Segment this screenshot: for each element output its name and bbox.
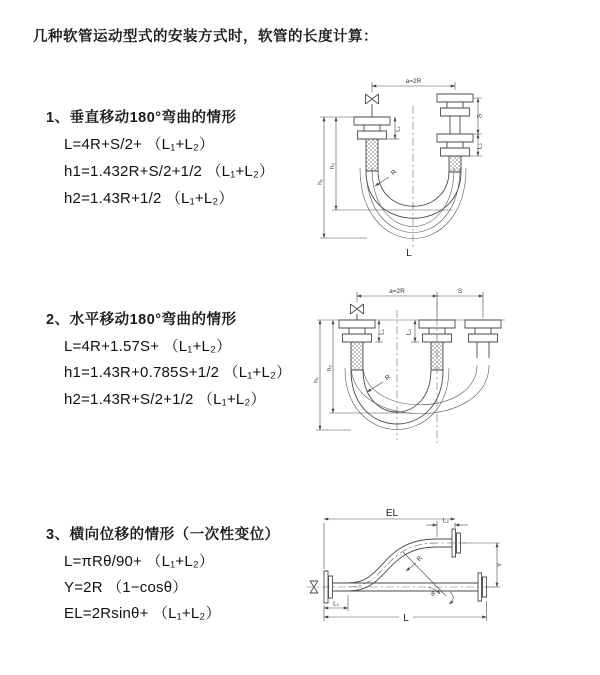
page-title: 几种软管运动型式的安装方式时，软管的长度计算： <box>33 29 378 45</box>
dim-label-l1: L₁ <box>378 329 386 335</box>
dim-label-s: S <box>457 288 463 295</box>
section-2-heading: 2、水平移动180°弯曲的情形 <box>46 312 237 328</box>
dim-label-theta: θ <box>431 591 435 598</box>
dim-l <box>324 601 487 624</box>
dim-label-h1: h₁ <box>317 179 324 185</box>
dim-label-h2: h₂ <box>326 364 333 372</box>
left-fitting <box>354 117 390 171</box>
section-3-formula-L: L=πRθ/90+ （L₁+L₂） <box>64 553 215 570</box>
dim-l2 <box>406 320 420 342</box>
section-2-formula-L: L=4R+1.57S+ （L₁+L₂） <box>64 338 232 355</box>
left-fitting <box>339 320 375 370</box>
dim-label-L: L <box>403 613 409 624</box>
dim-label-L: L <box>406 248 412 259</box>
section-1-formula-h2: h2=1.43R+1/2 （L₁+L₂） <box>64 190 234 207</box>
dim-label-l2: L₂ <box>476 142 484 150</box>
dim-l2 <box>426 518 468 538</box>
section-1-formula-L: L=4R+S/2+ （L₁+L₂） <box>64 136 215 153</box>
dim-label-el: EL <box>385 508 399 519</box>
dim-label-l2: L₂ <box>405 328 413 336</box>
dim-label-r: R <box>383 373 393 383</box>
dim-label-a2r: a=2R <box>389 288 405 295</box>
radius-callout <box>406 555 424 571</box>
angle-theta <box>403 552 453 604</box>
dim-a2r <box>372 78 455 92</box>
right-fitting <box>437 94 473 172</box>
dim-label-r: R <box>389 168 399 178</box>
dim-label-r: R <box>415 554 425 564</box>
dim-label-h1: h₁ <box>313 377 320 383</box>
radius-callout <box>367 373 392 392</box>
section-2-formula-h2: h2=1.43R+S/2+1/2 （L₁+L₂） <box>64 391 266 408</box>
dim-label-l1: L₁ <box>394 126 402 132</box>
hose-u-bends <box>345 365 489 430</box>
valve-icon <box>351 304 364 320</box>
diagram-horizontal-180-bend <box>315 280 600 455</box>
dim-y <box>461 543 504 587</box>
section-1-formula-h1: h1=1.432R+S/2+1/2 （L₁+L₂） <box>64 163 275 180</box>
dim-label-l2: L₂ <box>442 517 450 525</box>
section-1-heading: 1、垂直移动180°弯曲的情形 <box>46 110 237 126</box>
right-fitting <box>465 320 501 358</box>
dim-label-s: S <box>476 113 484 119</box>
dim-l1 <box>375 320 386 342</box>
valve-icon <box>366 94 379 117</box>
section-3-heading: 3、横向位移的情形（一次性变位） <box>46 527 280 543</box>
dim-el <box>324 508 455 569</box>
diagram-lateral-displacement <box>300 495 600 675</box>
dim-label-y: Y <box>496 562 504 568</box>
dim-a2r-s <box>357 288 483 318</box>
dim-label-h2: h₂ <box>329 162 336 170</box>
dim-s-l2 <box>470 98 484 156</box>
section-3-formula-EL: EL=2Rsinθ+ （L₁+L₂） <box>64 605 221 622</box>
diagram-vertical-180-bend <box>315 70 600 268</box>
section-2-formula-h1: h1=1.43R+0.785S+1/2 （L₁+L₂） <box>64 364 292 381</box>
section-3-formula-Y: Y=2R （1−cosθ） <box>64 579 188 596</box>
dim-label-l1: L₁ <box>333 600 339 608</box>
dim-label-a2r: a=2R <box>405 78 422 85</box>
